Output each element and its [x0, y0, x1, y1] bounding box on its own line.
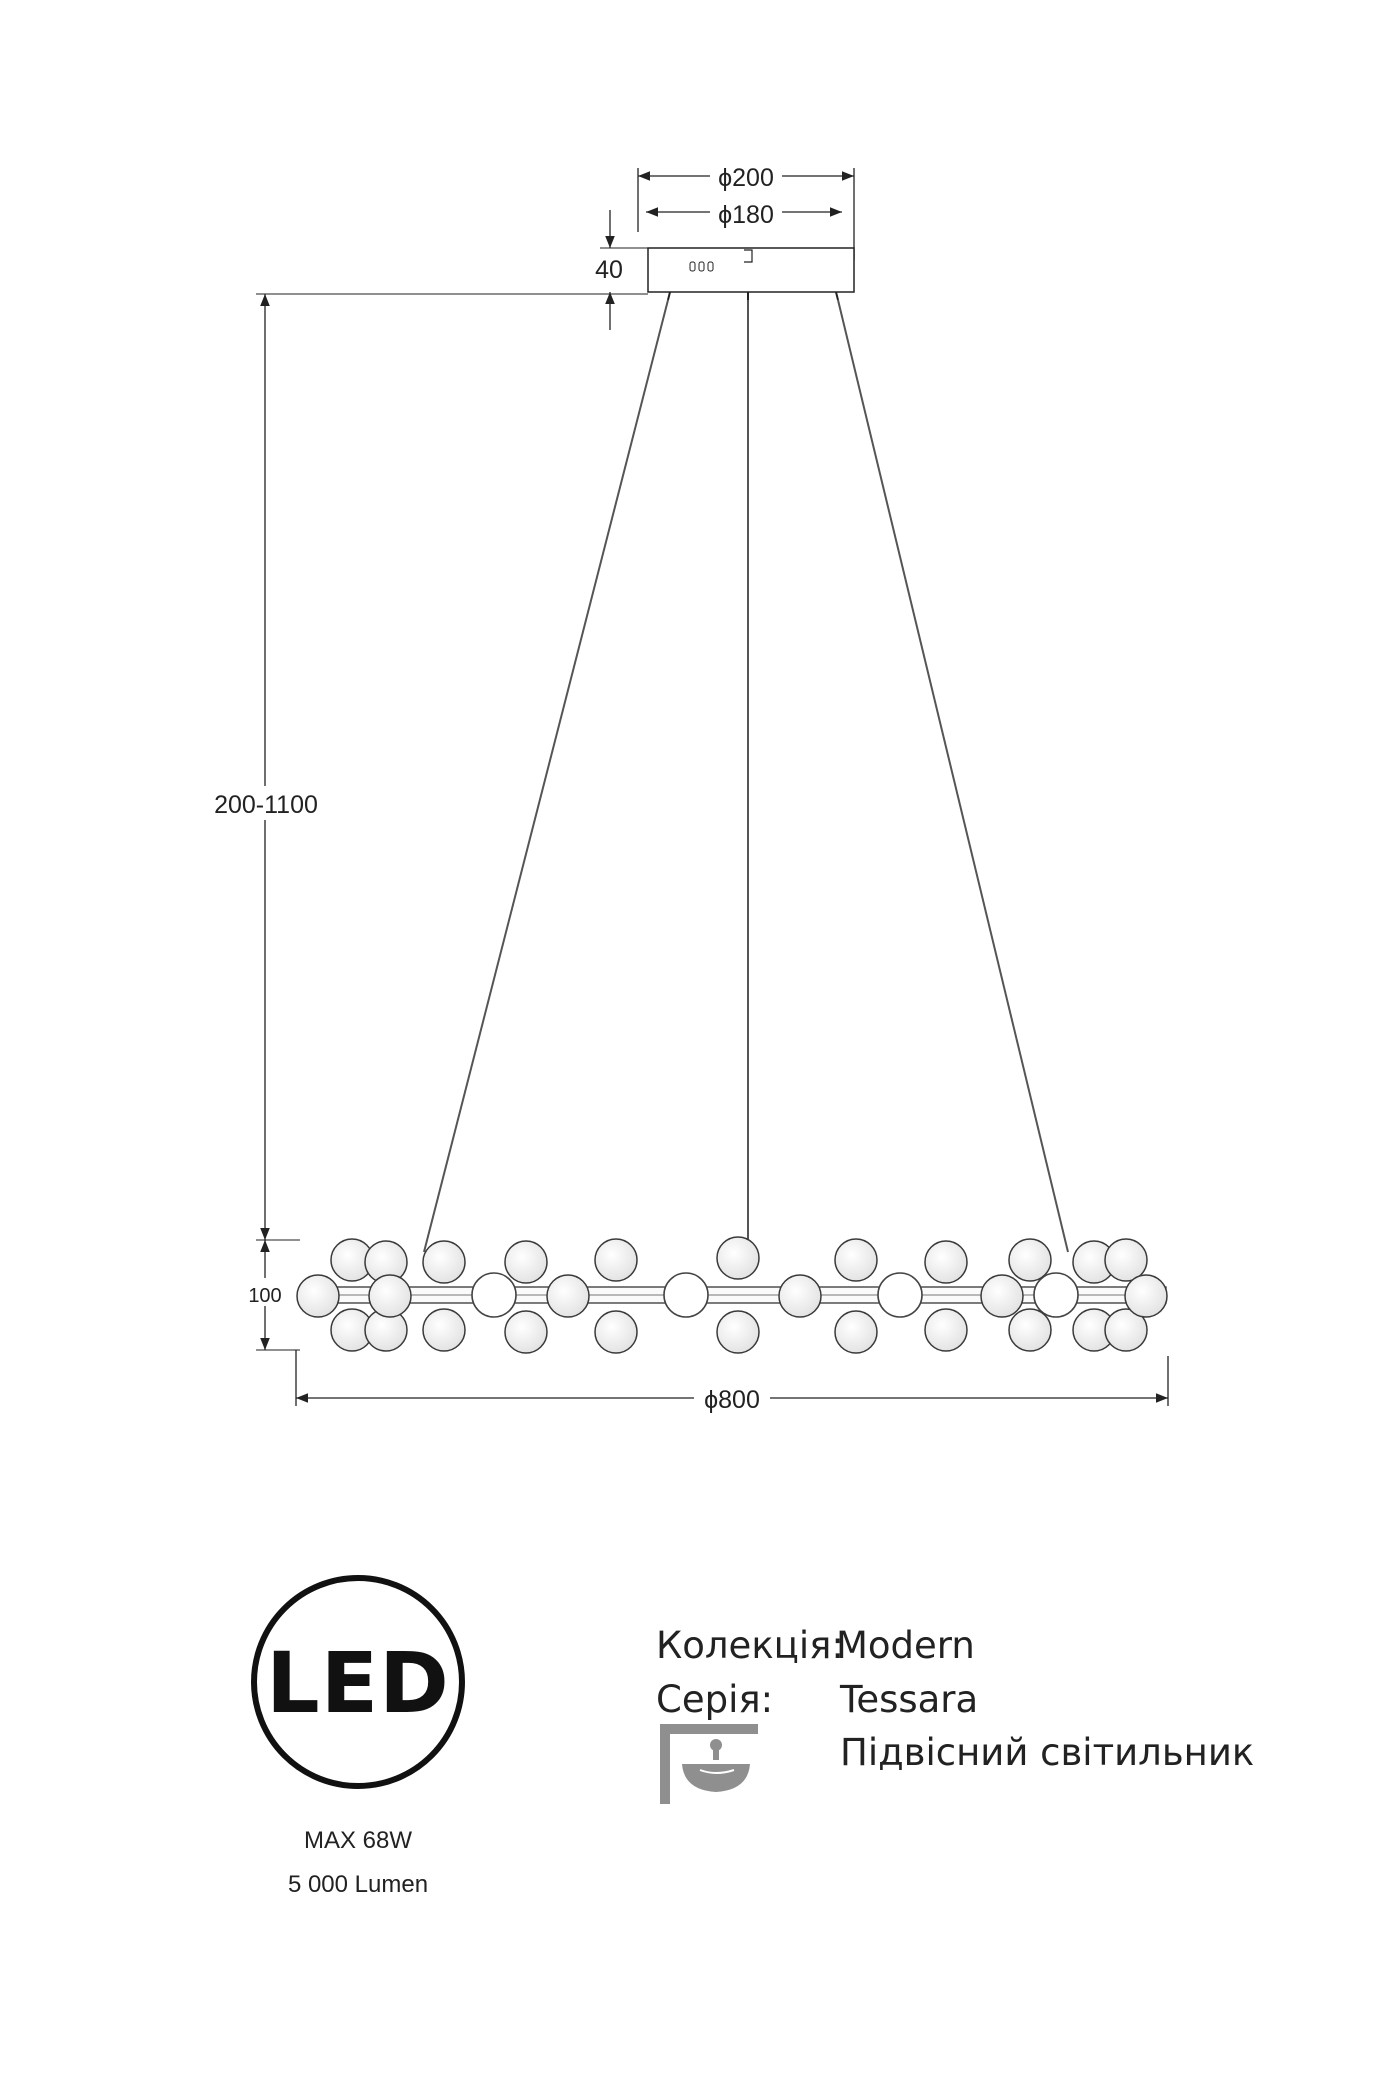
glass-globe	[1105, 1239, 1147, 1281]
series-value: Tessara	[840, 1678, 979, 1721]
canopy-inner-label: ϕ180	[718, 201, 774, 229]
glass-globe	[595, 1311, 637, 1353]
ring-height-label: 100	[248, 1285, 282, 1307]
ring-hub	[472, 1273, 516, 1317]
pendant-lamp-icon	[660, 1724, 758, 1804]
canopy-outer-label: ϕ200	[718, 164, 774, 192]
glass-globe	[547, 1275, 589, 1317]
glass-globe	[835, 1311, 877, 1353]
lumen-rating: 5 000 Lumen	[287, 1871, 429, 1898]
glass-globe	[1009, 1239, 1051, 1281]
ring-hub	[1034, 1273, 1078, 1317]
glass-globe	[423, 1309, 465, 1351]
ring-height-dimension	[240, 1240, 300, 1350]
collection-value: Modern	[836, 1624, 975, 1667]
glass-globe	[835, 1239, 877, 1281]
glass-globe	[423, 1241, 465, 1283]
drop-length-label: 200-1100	[214, 791, 318, 819]
glass-globe	[981, 1275, 1023, 1317]
glass-globe	[717, 1237, 759, 1279]
glass-globe	[505, 1311, 547, 1353]
light-ring	[297, 1237, 1167, 1353]
glass-globe	[925, 1241, 967, 1283]
series-label: Серія:	[656, 1678, 774, 1721]
drop-length-dimension	[196, 294, 648, 1240]
power-rating: MAX 68W	[303, 1827, 413, 1854]
led-badge	[254, 1578, 462, 1786]
glass-globe	[369, 1275, 411, 1317]
canopy-inner-dimension	[646, 198, 842, 229]
collection-label: Колекція:	[656, 1624, 844, 1667]
led-logo: LED	[266, 1634, 450, 1732]
glass-globe	[1009, 1309, 1051, 1351]
ring-diameter-dimension	[296, 1350, 1168, 1414]
glass-globe	[297, 1275, 339, 1317]
canopy-height-dimension	[595, 210, 648, 330]
glass-globe	[1125, 1275, 1167, 1317]
glass-globe	[779, 1275, 821, 1317]
canopy-height-label: 40	[595, 256, 623, 284]
glass-globe	[595, 1239, 637, 1281]
glass-globe	[925, 1309, 967, 1351]
suspension-cables	[424, 300, 1068, 1256]
ceiling-canopy	[648, 248, 854, 300]
ring-diameter-label: ϕ800	[704, 1386, 760, 1414]
type-value: Підвісний світильник	[840, 1731, 1255, 1774]
ring-hub	[878, 1273, 922, 1317]
ring-hub	[664, 1273, 708, 1317]
glass-globe	[505, 1241, 547, 1283]
glass-globe	[717, 1311, 759, 1353]
